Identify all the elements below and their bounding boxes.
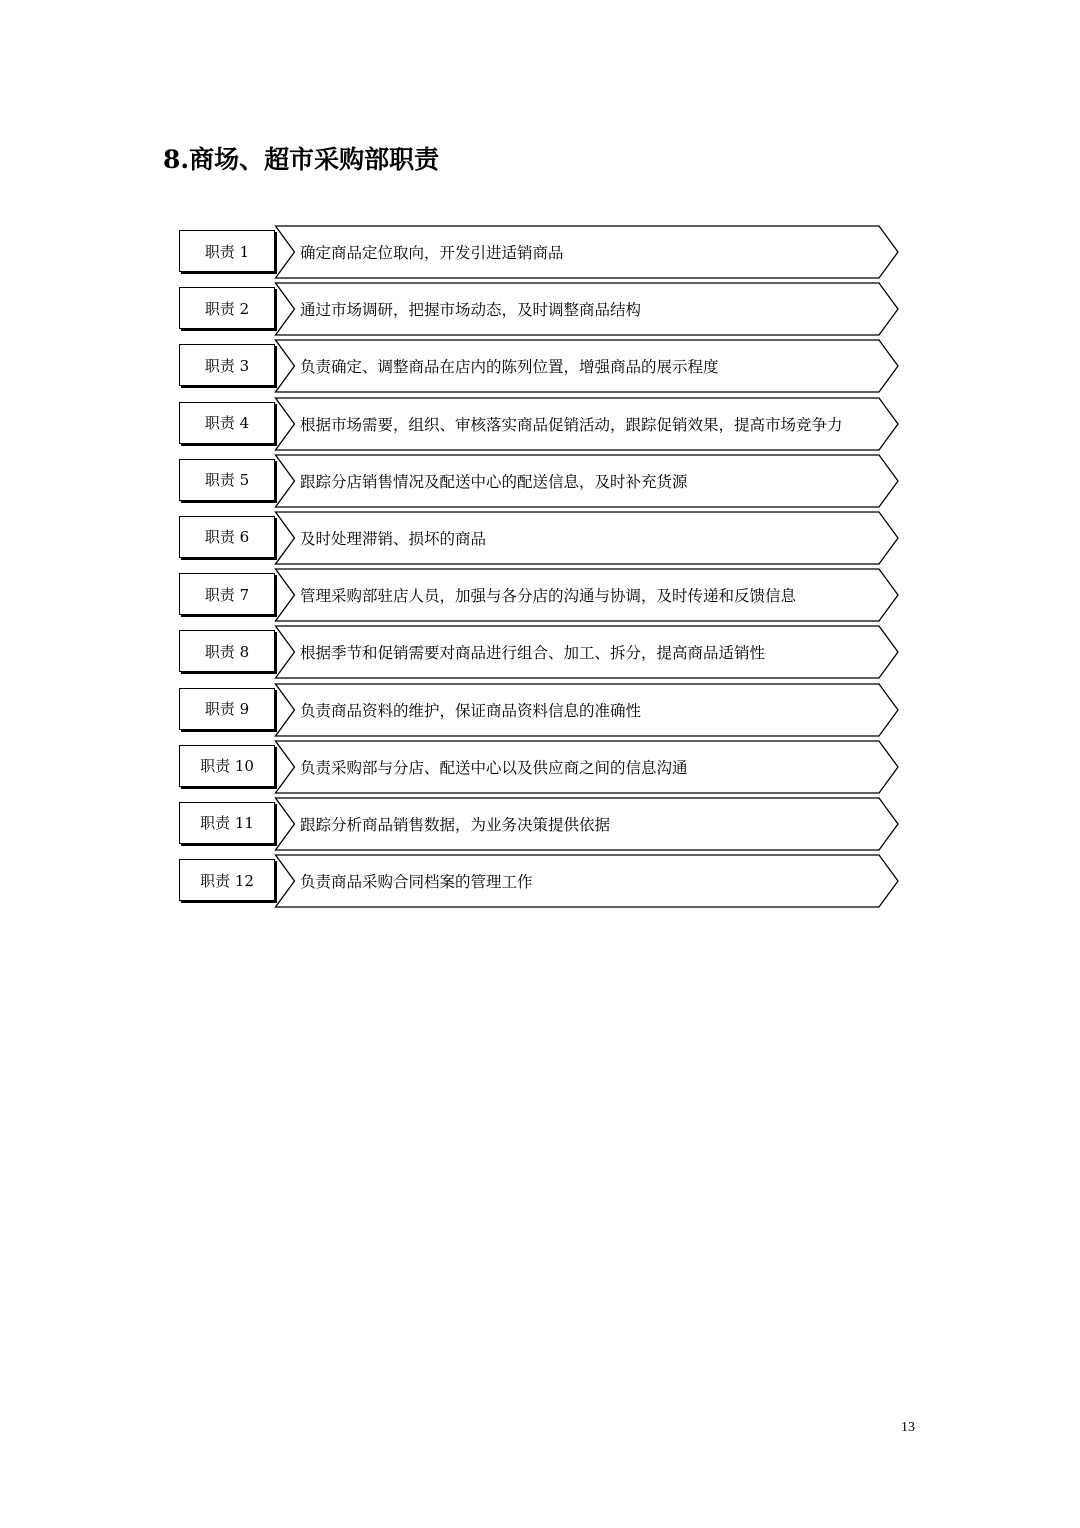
duty-list (179, 225, 901, 911)
duty-row (179, 225, 901, 277)
duty-text: 确定商品定位取向，开发引进适销商品 (300, 244, 564, 262)
duty-text: 及时处理滞销、损坏的商品 (300, 529, 487, 548)
duty-text: 负责商品采购合同档案的管理工作 (300, 873, 533, 892)
duty-label: 职责 1 (179, 230, 275, 272)
duty-text: 通过市场调研，把握市场动态，及时调整商品结构 (300, 301, 642, 320)
duty-row (179, 397, 901, 449)
duty-label: 职责 9 (179, 688, 275, 730)
duty-row (179, 282, 901, 334)
duty-label: 职责 5 (179, 459, 275, 501)
duty-text: 负责采购部与分店、配送中心以及供应商之间的信息沟通 (300, 758, 688, 777)
duty-label: 职责 4 (179, 402, 275, 444)
duty-row (179, 625, 901, 677)
duty-row (179, 568, 901, 620)
duty-text: 跟踪分店销售情况及配送中心的配送信息，及时补充货源 (300, 472, 688, 491)
duty-text: 根据季节和促销需要对商品进行组合、加工、拆分，提高商品适销性 (300, 644, 766, 663)
page-number: 13 (901, 1420, 915, 1435)
page-title: 8.商场、超市采购部职责 (163, 145, 440, 174)
duty-label: 职责 2 (179, 287, 275, 329)
duty-text: 负责确定、调整商品在店内的陈列位置，增强商品的展示程度 (300, 358, 719, 377)
duty-row (179, 683, 901, 735)
duty-text: 负责商品资料的维护，保证商品资料信息的准确性 (300, 701, 642, 720)
duty-label: 职责 12 (179, 859, 275, 901)
duty-label: 职责 11 (179, 802, 275, 844)
duty-label: 职责 3 (179, 344, 275, 386)
duty-row (179, 740, 901, 792)
duty-text: 管理采购部驻店人员，加强与各分店的沟通与协调，及时传递和反馈信息 (300, 587, 797, 606)
duty-label: 职责 10 (179, 745, 275, 787)
duty-row (179, 511, 901, 563)
duty-row (179, 854, 901, 906)
duty-label: 职责 8 (179, 630, 275, 672)
duty-text: 跟踪分析商品销售数据，为业务决策提供依据 (300, 815, 611, 834)
duty-row (179, 797, 901, 849)
duty-row (179, 339, 901, 391)
duty-label: 职责 6 (179, 516, 275, 558)
duty-row (179, 454, 901, 506)
duty-text: 根据市场需要，组织、审核落实商品促销活动，跟踪促销效果，提高市场竞争力 (300, 415, 843, 434)
duty-label: 职责 7 (179, 573, 275, 615)
